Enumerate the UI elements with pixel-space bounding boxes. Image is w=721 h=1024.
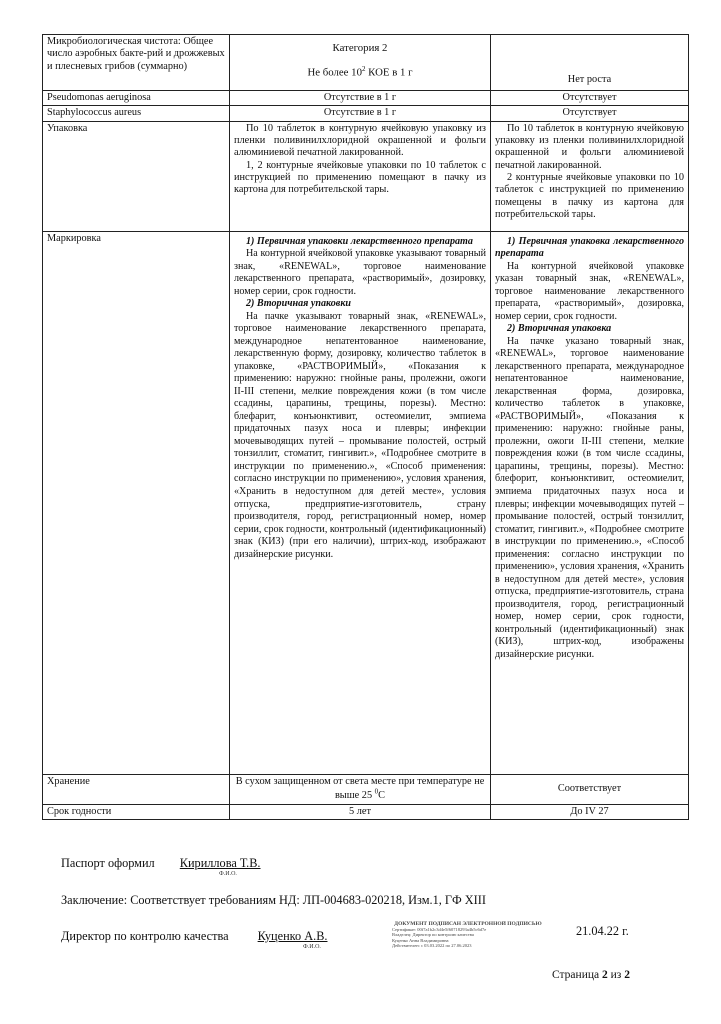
page-current: 2 [601, 969, 608, 981]
storage-result: Соответствует [557, 783, 622, 795]
passport-line [61, 856, 261, 871]
electronic-signature-stamp [392, 921, 544, 961]
page-separator: из [607, 969, 625, 981]
shelf-life-norm: 5 лет [349, 805, 371, 817]
director-name: Куценко А.В. [257, 929, 328, 943]
marking-norm-p2: На пачке указывают товарный знак, «RENEWAL», торговое наименование лекарственного препарата, международное непатентованное наименование, лекарственную форму, дозировку, количество таблеток в упаковке, «РАСТВОРИМЫЙ», «Показания к применению: наружно: гнойные раны, пролежни, ожоги II-III степени, мелкие повреждения кожи (в том числе ссадины, царапины, трещины, порезы). Местно: блефарит, конъюнктивит, остеомиелит, эмпиема придаточных пазух носа и плевры; инфекции мочевыводящих путей – промывание полостей, острый тонзиллит, стоматит, гингивит.», «Подробнее смотрите в инструкции по применению.», «Способ применения: согласно инструкции по применению», условия хранения, «Хранить в недоступном для детей месте», условия отпуска, предприятие-изготовитель, страну производителя, город, регистрационный номер, номер серии, срок годности, контрольный (идентификационный) знак (КИЗ) (при его наличии), штрих-код, изображают дизайнерские рисунки. [234, 310, 486, 560]
passport-fio-caption: Ф.И.О. [219, 871, 237, 877]
director-fio-caption: Ф.И.О. [303, 944, 321, 950]
passport-name: Кириллова Т.В. [179, 856, 261, 870]
stamp-line: Действителен: с 03.03.2022 по 27.06.2023 [392, 942, 472, 948]
storage-label: Хранение [47, 775, 90, 787]
marking-result-p2: На пачке указано товарный знак, «RENEWAL», торговое наименование лекарственного препарата, международное непатентованное наименование, лекарственная форма, дозировка, количество таблеток в упаковке, «РАСТВОРИМЫЙ», «Показания к применению: наружно: гнойные раны, пролежни, ожоги II-III степени, мелкие повреждения кожи (в том числе ссадины, царапины, трещины, порезы). Местно: блефорит, конъюнктивит, остеомиелит, эмпиема придаточных пазух носа и плевры; инфекции мочевыводящих путей – промывание полостей, острый тонзиллит, стоматит, гингивит.», «Подробнее смотрите в инструкции по применению.», «Способ применения: согласно инструкции по применению», условия хранения, «Хранить в недоступном для детей месте», условия отпуска, предприятие-изготовитель, страна производителя, город, регистрационный номер, номер серии, срок годности, контрольный (идентификационный) знак (КИЗ), штрих-код, изображены дизайнерские рисунки. [495, 335, 684, 660]
storage-norm-degree: 0 [374, 788, 379, 797]
staph-norm: Отсутствие в 1 г [323, 107, 397, 119]
stamp-line: Куценко Анна Владимировна [392, 937, 449, 943]
packaging-norm-p1: По 10 таблеток в контурную ячейковую упаковку из пленки поливинилхлоридной окрашенной и фольги алюминиевой печатной лакированной. [234, 122, 486, 159]
micro-limit-pre: Не более 10 [307, 66, 362, 79]
packaging-result-p1: По 10 таблеток в контурную ячейковую упаковку из пленки поливинилхлоридной окрашенной и фольги алюминиевой печатной лакированной. [495, 122, 684, 171]
shelf-life-result: До IV 27 [570, 805, 609, 817]
micro-label: Микробиологическая чистота: Общее число аэробных бакте-рий и дрожжевых и плесневых грибов (суммарно) [47, 36, 225, 72]
page-number [552, 969, 630, 981]
page-label: Страница [552, 969, 602, 981]
staph-label: Staphylococcus aureus [47, 107, 142, 119]
conclusion-line [61, 893, 486, 908]
pseudomonas-result: Отсутствует [562, 92, 617, 103]
micro-limit-exp: 2 [361, 64, 366, 73]
marking-result-p1: На контурной ячейковой упаковке указан товарный знак, «RENEWAL», торговое наименование лекарственного препарата, «растворимый», дозировка, номер серии, срок годности. [495, 260, 684, 322]
micro-category: Категория 2 [332, 42, 388, 54]
packaging-result-p2: 2 контурные ячейковые упаковки по 10 таблеток с инструкцией по применению помещены в пачку из картона для потребительской тары. [495, 172, 684, 221]
micro-limit-post: КОЕ в 1 г [365, 66, 413, 79]
shelf-life-label: Срок годности [47, 805, 112, 817]
marking-norm-heading-1: 1) Первичная упаковки лекарственного препарата [246, 235, 473, 247]
packaging-label: Упаковка [47, 122, 88, 134]
conclusion-text: Заключение: Соответствует требованиям НД: ЛП-004683-020218, Изм.1, ГФ XIII [61, 893, 486, 907]
staph-result: Отсутствует [562, 107, 617, 119]
pseudomonas-norm: Отсутствие в 1 г [323, 92, 397, 103]
passport-label: Паспорт оформил [61, 856, 155, 870]
stamp-line: Владелец: Директор по контролю качества [392, 932, 474, 938]
marking-result-heading-2: 2) Вторичная упаковка [507, 323, 612, 335]
marking-norm-p1: На контурной ячейковой упаковке указывают товарный знак, «RENEWAL», торговое наименование лекарственного препарата, «растворимый», дозировку, номер серии, срок годности. [234, 248, 486, 297]
marking-result-heading-1: 1) Первичная упаковка лекарственного препарата [495, 235, 684, 260]
marking-norm-heading-2: 2) Вторичная упаковки [246, 298, 352, 310]
page-total: 2 [624, 969, 630, 981]
packaging-norm-p2: 1, 2 контурные ячейковые упаковки по 10 таблеток с инструкцией по применению помещают в пачку из картона для потребительской тары. [234, 159, 486, 196]
marking-label: Маркировка [47, 232, 101, 244]
stamp-line: Сертификат: 00f7a1b2c3d4e5f60718293a4b5c6d7e [392, 927, 487, 933]
director-line [61, 929, 327, 944]
pseudomonas-label: Pseudomonas aeruginosa [47, 92, 151, 103]
director-label: Директор по контролю качества [61, 929, 229, 943]
stamp-title: ДОКУМЕНТ ПОДПИСАН ЭЛЕКТРОННОЙ ПОДПИСЬЮ [394, 921, 542, 927]
signature-date: 21.04.22 г. [576, 924, 629, 938]
storage-norm-text: В сухом защищенном от света месте при температуре не выше 25 [235, 775, 485, 802]
storage-norm-unit: С [378, 790, 386, 802]
micro-result: Нет роста [567, 73, 612, 85]
